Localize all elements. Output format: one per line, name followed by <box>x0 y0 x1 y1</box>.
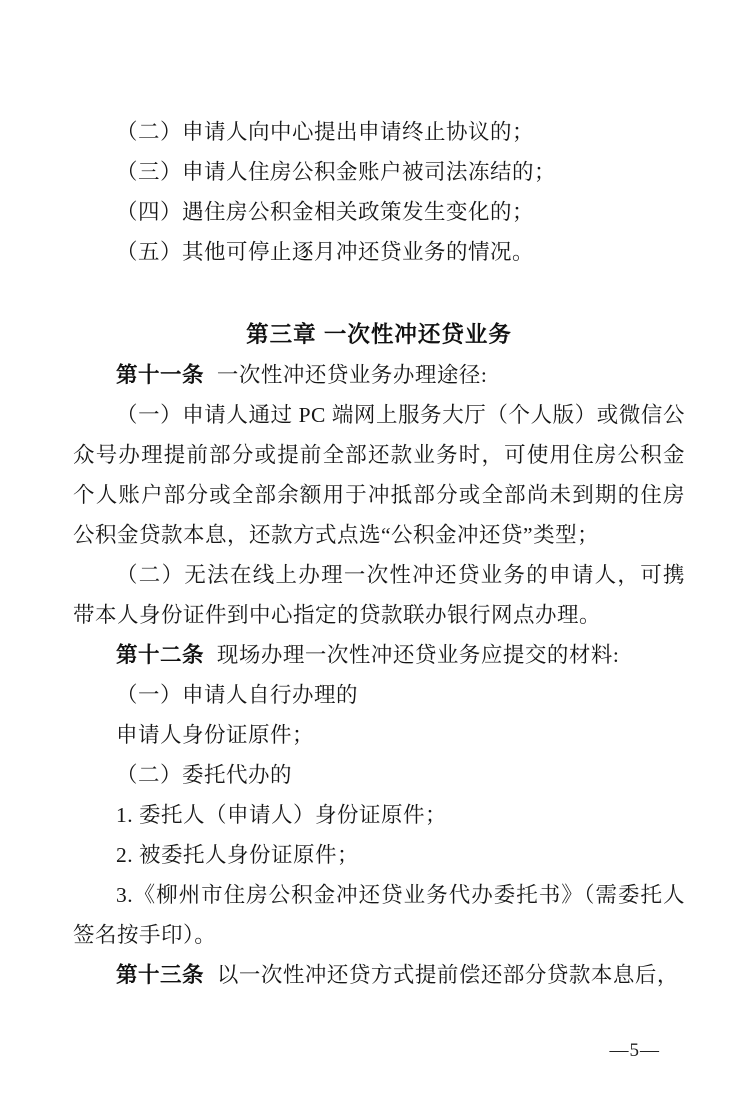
body-paragraph: （一）申请人自行办理的 <box>116 683 359 707</box>
article-number-label: 第十三条 <box>116 963 205 987</box>
body-paragraph: 申请人身份证原件； <box>116 723 315 747</box>
body-paragraph: （五）其他可停止逐月冲还贷业务的情况。 <box>116 240 535 264</box>
body-paragraph: 3.《柳州市住房公积金冲还贷业务代办委托书》（需委托人签名按手印）。 <box>73 883 685 947</box>
article-paragraph <box>73 955 685 995</box>
chapter-heading: 第三章 一次性冲还贷业务 <box>246 322 512 347</box>
body-paragraph: 2. 被委托人身份证原件； <box>116 843 360 867</box>
article-text: 以一次性冲还贷方式提前偿还部分贷款本息后， <box>216 963 679 987</box>
article-text: 一次性冲还贷业务办理途径: <box>216 363 488 387</box>
body-paragraph: （二）申请人向中心提出申请终止协议的； <box>116 120 535 144</box>
article-paragraph <box>73 635 685 675</box>
body-paragraph: （二）委托代办的 <box>116 763 293 787</box>
article-number-label: 第十二条 <box>116 643 205 667</box>
body-paragraph: （四）遇住房公积金相关政策发生变化的； <box>116 200 535 224</box>
article-text: 现场办理一次性冲还贷业务应提交的材料: <box>216 643 620 667</box>
body-paragraph: （二）无法在线上办理一次性冲还贷业务的申请人，可携带本人身份证件到中心指定的贷款联办银行网点办理。 <box>73 563 685 627</box>
body-paragraph: （三）申请人住房公积金账户被司法冻结的； <box>116 160 557 184</box>
page-number: —5— <box>609 1040 660 1061</box>
article-number-label: 第十一条 <box>116 363 205 387</box>
document-content <box>73 112 685 995</box>
body-paragraph: （一）申请人通过 PC 端网上服务大厅（个人版）或微信公众号办理提前部分或提前全部还款业务时，可使用住房公积金个人账户部分或全部余额用于冲抵部分或全部尚未到期的住房公积金贷款本息，还款方式点选“公积金冲还贷”类型； <box>73 403 685 547</box>
body-paragraph: 1. 委托人（申请人）身份证原件； <box>116 803 448 827</box>
article-paragraph <box>73 355 685 395</box>
